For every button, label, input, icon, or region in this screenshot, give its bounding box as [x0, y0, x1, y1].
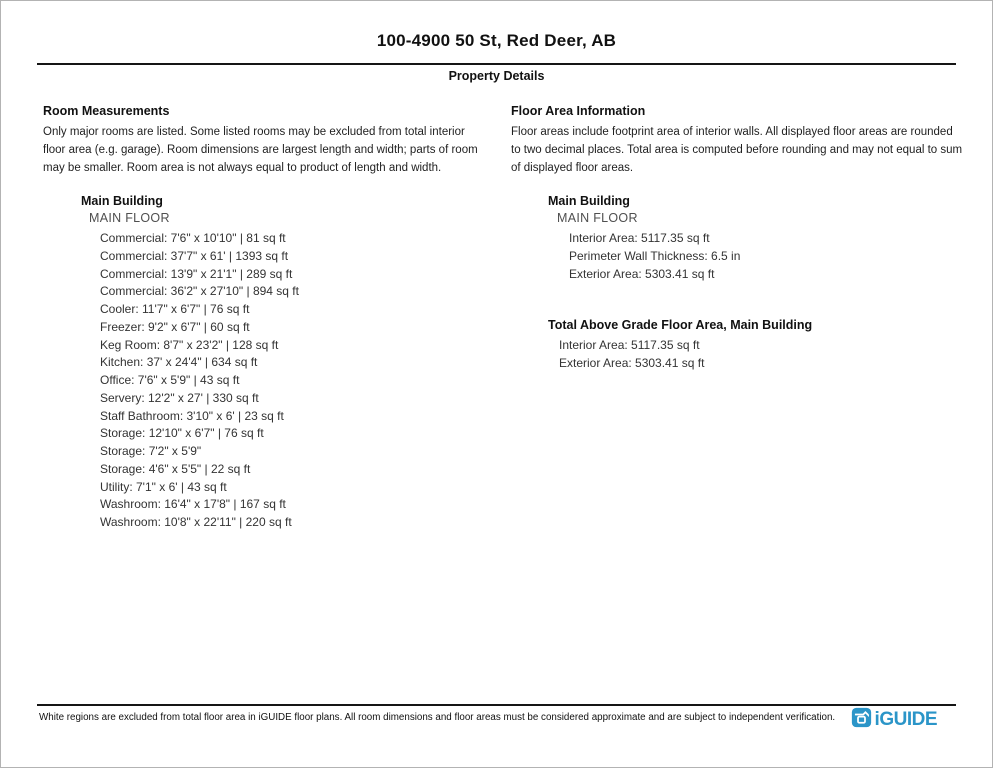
header-divider: [37, 63, 956, 65]
room-measurement-line: Commercial: 37'7" x 61' | 1393 sq ft: [100, 248, 289, 263]
room-measurement-line: Washroom: 16'4" x 17'8" | 167 sq ft: [100, 497, 286, 512]
total-above-grade-heading: Total Above Grade Floor Area, Main Building: [548, 318, 813, 332]
room-measurement-line: Utility: 7'1" x 6' | 43 sq ft: [100, 479, 227, 494]
page-subtitle: Property Details: [448, 69, 545, 83]
footer-disclaimer: White regions are excluded from total floor area in iGUIDE floor plans. All room dimensions and floor areas must be considered approximate and are subject to independent verification.: [39, 712, 836, 723]
page-title: 100-4900 50 St, Red Deer, AB: [376, 31, 617, 50]
room-list: [100, 230, 299, 532]
room-measurement-line: Storage: 12'10" x 6'7" | 76 sq ft: [100, 426, 264, 441]
room-measurement-line: Storage: 7'2" x 5'9": [100, 444, 202, 458]
room-measurement-line: Cooler: 11'7" x 6'7" | 76 sq ft: [100, 302, 250, 316]
room-measurement-line: Washroom: 10'8" x 22'11" | 220 sq ft: [100, 515, 292, 529]
room-measurements-building-name: Main Building: [81, 194, 163, 208]
iguide-logo-text: iGUIDE: [874, 709, 937, 730]
room-measurements-heading: Room Measurements: [43, 104, 170, 118]
floor-area-stat-line: Exterior Area: 5303.41 sq ft: [569, 266, 715, 281]
floor-area-stat-line: Interior Area: 5117.35 sq ft: [569, 231, 710, 245]
room-measurement-line: Keg Room: 8'7" x 23'2" | 128 sq ft: [100, 337, 279, 352]
floor-area-stat-line: Perimeter Wall Thickness: 6.5 in: [569, 248, 741, 263]
total-above-grade-stats-list: [559, 337, 704, 373]
footer-divider: [37, 704, 956, 706]
total-above-grade-stat-line: Interior Area: 5117.35 sq ft: [559, 338, 700, 352]
room-measurement-line: Office: 7'6" x 5'9" | 43 sq ft: [100, 373, 240, 387]
floor-area-floor-name: MAIN FLOOR: [557, 211, 638, 225]
room-measurement-line: Commercial: 13'9" x 21'1" | 289 sq ft: [100, 266, 293, 281]
room-measurement-line: Servery: 12'2" x 27' | 330 sq ft: [100, 390, 259, 405]
room-measurements-floor-name: MAIN FLOOR: [89, 211, 170, 225]
room-measurement-line: Kitchen: 37' x 24'4" | 634 sq ft: [100, 355, 258, 370]
floor-area-description: Floor areas include footprint area of interior walls. All displayed floor areas are rounded to two decimal places. Total area is computed before rounding and may not equal to sum of displayed floor areas.: [511, 126, 963, 174]
room-measurement-line: Staff Bathroom: 3'10" x 6' | 23 sq ft: [100, 408, 284, 423]
iguide-logo-icon: [851, 707, 872, 733]
room-measurement-line: Storage: 4'6" x 5'5" | 22 sq ft: [100, 461, 251, 476]
room-measurement-line: Commercial: 36'2" x 27'10" | 894 sq ft: [100, 284, 299, 299]
room-measurement-line: Freezer: 9'2" x 6'7" | 60 sq ft: [100, 319, 250, 334]
room-measurements-description: Only major rooms are listed. Some listed rooms may be excluded from total interior floor area (e.g. garage). Room dimensions are largest length and width; parts of room may be smaller. Room area is not always equal to product of length and width.: [43, 126, 478, 174]
room-measurement-line: Commercial: 7'6" x 10'10" | 81 sq ft: [100, 231, 286, 245]
floor-area-stats-list: [569, 230, 740, 283]
floor-area-building-name: Main Building: [548, 194, 630, 208]
total-above-grade-stat-line: Exterior Area: 5303.41 sq ft: [559, 355, 705, 370]
iguide-logo: [851, 707, 937, 733]
floor-area-heading: Floor Area Information: [511, 104, 646, 118]
